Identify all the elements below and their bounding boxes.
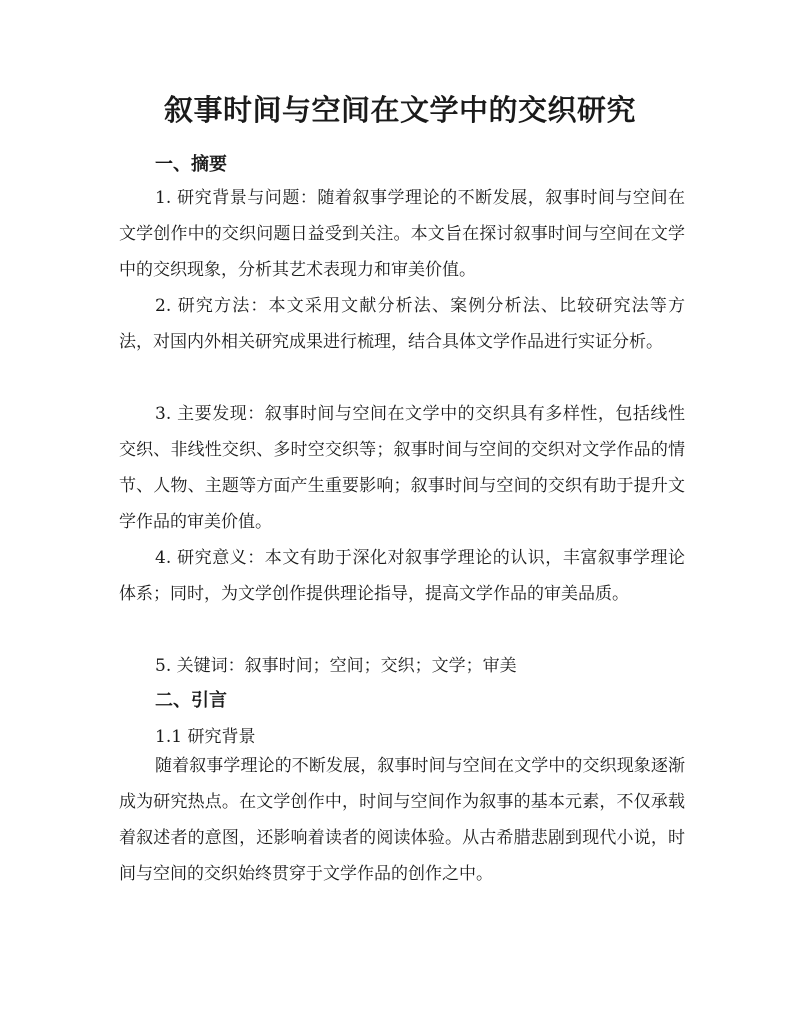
abstract-item-background: 1. 研究背景与问题：随着叙事学理论的不断发展，叙事时间与空间在文学创作中的交织问题日益受到关注。本文旨在探讨叙事时间与空间在文学中的交织现象，分析其艺术表现力和审美价值。 [119, 188, 685, 280]
section-heading-abstract: 一、摘要 [155, 154, 227, 175]
section-heading-introduction: 二、引言 [155, 690, 227, 711]
introduction-paragraph: 随着叙事学理论的不断发展，叙事时间与空间在文学中的交织现象逐渐成为研究热点。在文学创作中，时间与空间作为叙事的基本元素，不仅承载着叙述者的意图，还影响着读者的阅读体验。从古希腊悲剧到现代小说，时间与空间的交织始终贯穿于文学作品的创作之中。 [119, 756, 685, 884]
subsection-heading-background: 1.1 研究背景 [155, 727, 256, 747]
document-title: 叙事时间与空间在文学中的交织研究 [163, 93, 636, 127]
abstract-item-keywords: 5. 关键词：叙事时间；空间；交织；文学；审美 [155, 656, 517, 676]
abstract-item-significance: 4. 研究意义：本文有助于深化对叙事学理论的认识，丰富叙事学理论体系；同时，为文学创作提供理论指导，提高文学作品的审美品质。 [119, 548, 685, 604]
abstract-item-method: 2. 研究方法：本文采用文献分析法、案例分析法、比较研究法等方法，对国内外相关研究成果进行梳理，结合具体文学作品进行实证分析。 [119, 296, 685, 352]
abstract-item-findings: 3. 主要发现：叙事时间与空间在文学中的交织具有多样性，包括线性交织、非线性交织、多时空交织等；叙事时间与空间的交织对文学作品的情节、人物、主题等方面产生重要影响；叙事时间与空间的交织有助于提升文学作品的审美价值。 [119, 404, 685, 532]
